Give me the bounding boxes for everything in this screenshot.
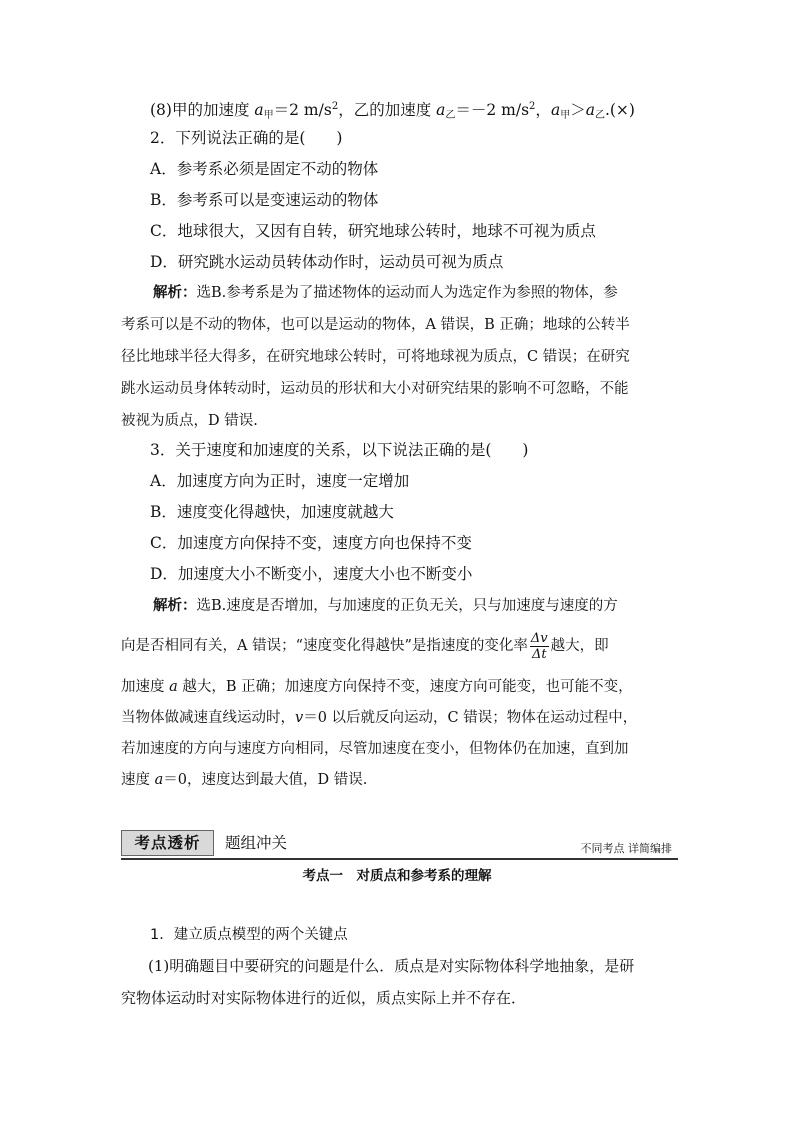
section-paragraph-line-1: (1)明确题目中要研究的问题是什么．质点是对实际物体科学地抽象，是研 (148, 957, 635, 975)
var-a: a (169, 679, 178, 695)
greater-than: ＞ (570, 101, 586, 119)
var-a: a (254, 101, 264, 119)
banner-note: 不同考点 详简编排 (580, 842, 672, 855)
var-a: a (550, 101, 561, 119)
explanation-text: ＝0，速度达到最大值，D 错误. (163, 772, 368, 788)
question-3-explanation-line-6 (121, 770, 673, 790)
explanation-text: 选B.速度是否增加，与加速度的正负无关，只与加速度与速度的方 (196, 598, 618, 614)
question-3-explanation-line-3 (121, 677, 673, 697)
section-banner (121, 826, 678, 860)
question-2-explanation-line-5: 被视为质点，D 错误. (121, 413, 258, 429)
comma: ， (535, 101, 551, 119)
section-subhead: 1．建立质点模型的两个关键点 (150, 927, 348, 943)
question-3-explanation-line-2 (121, 628, 673, 664)
statement-8-mid: ，乙的加速度 (338, 101, 437, 119)
explanation-text: 向是否相同有关，A 错误；“速度变化得越快”是指速度的变化率 (121, 638, 528, 654)
question-2-option-a: A．参考系必须是固定不动的物体 (150, 160, 379, 178)
exponent: 2 (331, 101, 339, 112)
explanation-text: ＝0 以后就反向运动，C 错误；物体在运动过程中， (303, 710, 638, 726)
question-3-stem: 3．关于速度和加速度的关系，以下说法正确的是( ) (150, 441, 529, 459)
statement-8-lead: (8)甲的加速度 (150, 101, 255, 119)
banner-label-box: 考点透析 (121, 830, 214, 856)
subscript-jia: 甲 (263, 110, 274, 121)
var-a: a (436, 101, 446, 119)
section-heading: 考点一 对质点和参考系的理解 (302, 868, 492, 884)
section-paragraph-line-2: 究物体运动时对实际物体进行的近似，质点实际上并不存在． (121, 989, 527, 1007)
var-a: a (585, 101, 595, 119)
value-1: ＝2 m/s (273, 101, 332, 119)
question-2-stem: 2．下列说法正确的是( ) (150, 129, 343, 147)
question-3-explanation-line-4 (121, 708, 673, 728)
subscript-yi: 乙 (594, 110, 605, 121)
value-2: ＝－2 m/s (455, 101, 530, 119)
explanation-label: 解析： (153, 598, 197, 614)
question-2-explanation-line-1 (121, 283, 673, 303)
explanation-text: 选B.参考系是为了描述物体的运动而人为选定作为参照的物体，参 (196, 285, 618, 301)
question-2-explanation-line-2: 考系可以是不动的物体，也可以是运动的物体，A 错误，B 正确；地球的公转半 (121, 317, 630, 333)
explanation-text: 越大，即 (550, 638, 609, 654)
question-3-option-d: D．加速度大小不断变小，速度大小也不断变小 (150, 565, 473, 583)
question-3-option-c: C．加速度方向保持不变，速度方向也保持不变 (150, 534, 472, 552)
explanation-text: 加速度 (121, 679, 170, 695)
question-2-option-b: B．参考系可以是变速运动的物体 (150, 191, 379, 209)
var-a: a (154, 772, 164, 788)
question-2-explanation-line-4: 跳水运动员身体转动时，运动员的形状和大小对研究结果的影响不可忽略，不能 (121, 381, 629, 397)
statement-8-verdict: .(×) (604, 101, 635, 119)
subscript-yi: 乙 (445, 110, 456, 121)
fraction-numerator: Δv (530, 630, 548, 646)
rate-fraction (530, 631, 549, 662)
question-2-option-c: C．地球很大，又因有自转，研究地球公转时，地球不可视为质点 (150, 222, 596, 240)
explanation-text: 当物体做减速直线运动时， (121, 710, 295, 726)
question-3-explanation-line-1 (121, 596, 673, 616)
explanation-text: 速度 (121, 772, 155, 788)
fraction-denominator: Δt (531, 646, 547, 662)
explanation-label: 解析： (153, 285, 197, 301)
banner-title: 题组冲关 (225, 834, 288, 852)
exponent: 2 (529, 101, 536, 112)
question-2-explanation-line-3: 径比地球半径大得多，在研究地球公转时，可将地球视为质点，C 错误；在研究 (121, 349, 630, 365)
var-v: v (295, 710, 304, 726)
statement-8 (150, 97, 635, 126)
question-3-option-b: B．速度变化得越快，加速度就越大 (150, 503, 394, 521)
question-3-explanation-line-5: 若加速度的方向与速度方向相同，尽管加速度在变小，但物体仍在加速，直到加 (121, 741, 629, 757)
explanation-text: 越大，B 正确；加速度方向保持不变，速度方向可能变，也可能不变， (177, 679, 633, 695)
subscript-jia: 甲 (560, 110, 571, 121)
question-3-option-a: A．加速度方向为正时，速度一定增加 (150, 472, 410, 490)
question-2-option-d: D．研究跳水运动员转体动作时，运动员可视为质点 (150, 253, 504, 271)
